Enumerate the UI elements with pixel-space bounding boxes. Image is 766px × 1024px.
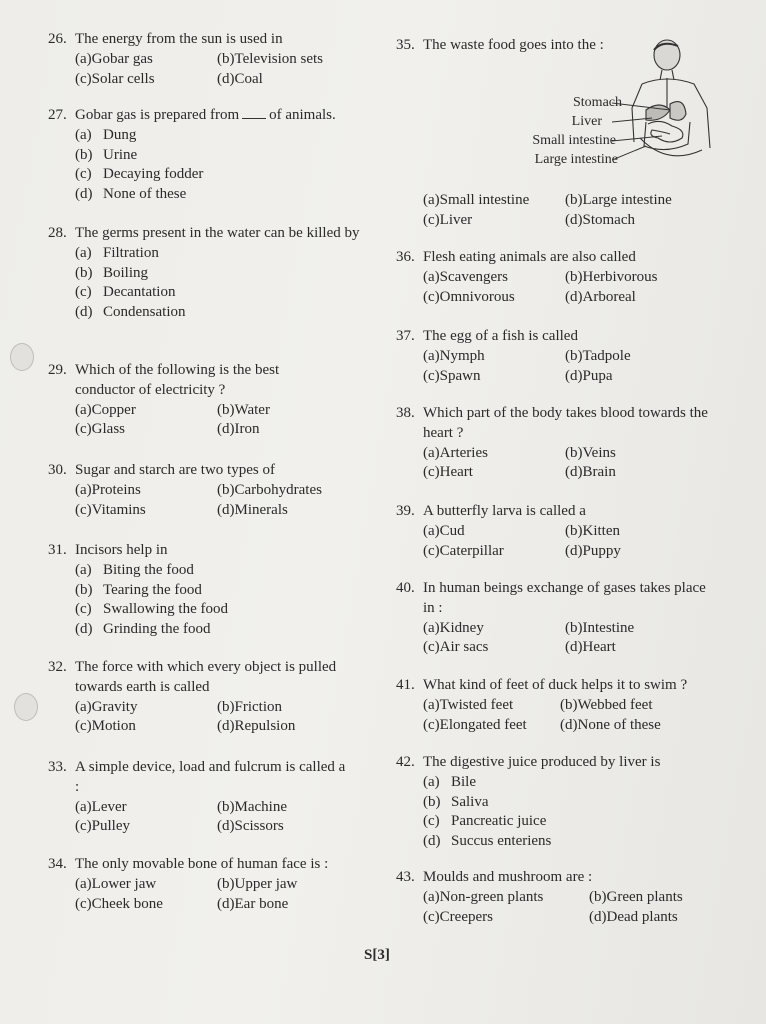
option-label: (c)	[75, 718, 92, 735]
option-label: (b)	[565, 444, 583, 461]
question-number: 33.	[48, 759, 67, 775]
question-stem: The only movable bone of human face is :	[75, 856, 329, 872]
option-label: (d)	[75, 186, 93, 203]
question-stem: Which part of the body takes blood towards the heart ?	[423, 405, 708, 441]
option-text: Filtration	[103, 244, 159, 261]
question-stem: Which of the following is the best conductor of electricity ?	[75, 362, 280, 398]
option-label: (d)	[589, 908, 607, 925]
option-label: (c)	[75, 70, 92, 87]
option-label: (a)	[423, 522, 440, 539]
option-label: (d)	[217, 70, 235, 87]
option-label: (c)	[75, 284, 92, 301]
question-number: 26.	[48, 31, 67, 47]
question-stem: A simple device, load and fulcrum is called a :	[75, 759, 346, 795]
option-label: (c)	[75, 895, 92, 912]
option-label: (c)	[423, 542, 440, 559]
option-text: Webbed feet	[577, 696, 653, 713]
question-stem: In human beings exchange of gases takes place in :	[423, 580, 706, 616]
question-38	[396, 404, 718, 483]
option-label: (c)	[423, 211, 440, 228]
option-label: (b)	[75, 581, 93, 598]
option-text: Heart	[439, 464, 473, 481]
question-29	[48, 361, 338, 440]
question-number: 27.	[48, 107, 67, 123]
question-28	[48, 224, 378, 323]
option-label: (d)	[565, 542, 583, 559]
option-label: (a)	[423, 888, 440, 905]
option-label: (d)	[217, 501, 235, 518]
option-label: (d)	[560, 716, 578, 733]
option-label: (d)	[565, 288, 583, 305]
question-stem: The digestive juice produced by liver is	[423, 754, 661, 770]
option-label: (a)	[423, 696, 440, 713]
question-stem: Sugar and starch are two types of	[75, 462, 275, 478]
option-label: (a)	[423, 268, 440, 285]
option-label: (b)	[217, 798, 235, 815]
option-text: Machine	[234, 798, 287, 815]
option-label: (a)	[423, 192, 440, 208]
option-text: Water	[234, 401, 270, 418]
option-text: Intestine	[582, 619, 635, 636]
digestive-system-diagram	[612, 38, 720, 173]
question-number: 29.	[48, 362, 67, 378]
question-number: 43.	[396, 869, 415, 885]
option-text: Boiling	[103, 264, 149, 281]
option-text: Condensation	[103, 304, 186, 321]
option-text: Cheek bone	[91, 895, 163, 912]
option-text: Lower jaw	[91, 875, 157, 892]
question-number: 32.	[48, 659, 67, 675]
option-text: Carbohydrates	[234, 481, 322, 498]
option-label: (d)	[565, 639, 583, 656]
question-number: 31.	[48, 542, 67, 558]
option-text: Cud	[439, 522, 465, 539]
option-label: (a)	[75, 50, 92, 67]
option-text: Tadpole	[582, 347, 631, 364]
option-label: (a)	[423, 347, 440, 364]
option-text: Upper jaw	[234, 875, 298, 892]
option-text: Gobar gas	[91, 50, 153, 67]
option-text: None of these	[577, 716, 661, 733]
option-text: Bile	[451, 773, 476, 790]
option-text: Lever	[91, 798, 127, 815]
option-label: (b)	[217, 50, 235, 67]
question-42	[396, 753, 716, 852]
option-text: Dead plants	[606, 908, 678, 925]
option-text: Coal	[234, 70, 263, 87]
option-label: (d)	[75, 304, 93, 321]
option-text: Tearing the food	[103, 581, 202, 598]
question-stem: Incisors help in	[75, 542, 168, 558]
option-label: (a)	[75, 244, 92, 261]
option-label: (b)	[565, 268, 583, 285]
page-number: S[3]	[364, 947, 390, 963]
option-text: Heart	[582, 639, 616, 656]
option-text: Kitten	[582, 522, 620, 539]
option-text: Brain	[582, 464, 616, 481]
option-text: Gravity	[91, 698, 138, 715]
question-40	[396, 579, 706, 658]
option-text: Grinding the food	[103, 621, 211, 638]
question-41	[396, 676, 726, 735]
option-label: (d)	[75, 621, 93, 638]
option-text: Solar cells	[91, 70, 155, 87]
question-37	[396, 327, 716, 386]
option-text: Biting the food	[103, 561, 194, 578]
question-39	[396, 502, 716, 561]
option-text: Friction	[234, 698, 282, 715]
option-label: (b)	[217, 481, 235, 498]
question-number: 35.	[396, 37, 415, 53]
question-stem: The force with which every object is pulled towards earth is called	[75, 659, 337, 695]
option-label: (c)	[423, 813, 440, 830]
question-number: 42.	[396, 754, 415, 770]
option-text: Pupa	[582, 367, 613, 384]
stem-part: of animals.	[269, 107, 336, 123]
option-text: Small intestine	[439, 192, 530, 208]
question-43	[396, 868, 726, 927]
option-label: (a)	[75, 126, 92, 143]
fill-blank	[242, 118, 266, 119]
option-text: Swallowing the food	[103, 601, 228, 618]
option-text: Television sets	[234, 50, 324, 67]
question-26	[48, 30, 378, 89]
question-stem: The germs present in the water can be killed by	[75, 225, 360, 241]
option-text: Stomach	[582, 211, 635, 228]
option-label: (b)	[423, 793, 441, 810]
option-label: (c)	[75, 166, 92, 183]
question-number: 36.	[396, 249, 415, 265]
question-stem	[75, 106, 378, 126]
option-text: Large intestine	[582, 192, 672, 208]
question-27	[48, 106, 378, 205]
option-label: (c)	[423, 288, 440, 305]
option-label: (d)	[217, 421, 235, 438]
option-label: (d)	[565, 367, 583, 384]
diagram-label-stomach: Stomach	[573, 95, 622, 110]
option-text: Dung	[103, 126, 137, 143]
option-text: Scissors	[234, 818, 284, 835]
option-label: (b)	[217, 401, 235, 418]
option-text: Herbivorous	[582, 268, 658, 285]
question-stem: Moulds and mushroom are :	[423, 869, 593, 885]
option-label: (b)	[75, 146, 93, 163]
stem-part: Gobar gas is prepared from	[75, 107, 240, 123]
question-number: 40.	[396, 580, 415, 596]
option-text: Decantation	[103, 284, 176, 301]
option-text: Arboreal	[582, 288, 636, 305]
option-text: Air sacs	[439, 639, 489, 656]
option-text: Pancreatic juice	[451, 813, 547, 830]
option-text: Nymph	[439, 347, 485, 364]
question-stem: A butterfly larva is called a	[423, 503, 586, 519]
option-text: Pulley	[91, 818, 130, 835]
option-label: (c)	[423, 367, 440, 384]
question-number: 38.	[396, 405, 415, 421]
option-label: (c)	[423, 716, 440, 733]
option-text: Succus enteriens	[451, 833, 552, 850]
option-text: Urine	[103, 146, 138, 163]
option-label: (a)	[75, 481, 92, 498]
option-label: (c)	[75, 818, 92, 835]
question-number: 37.	[396, 328, 415, 344]
punch-hole	[14, 693, 38, 721]
question-stem: The energy from the sun is used in	[75, 31, 283, 47]
option-text: Omnivorous	[439, 288, 515, 305]
option-label: (d)	[217, 818, 235, 835]
option-text: Decaying fodder	[103, 166, 204, 183]
option-label: (b)	[565, 192, 583, 208]
option-label: (a)	[75, 561, 92, 578]
option-label: (c)	[75, 601, 92, 618]
option-text: Liver	[439, 211, 473, 228]
question-36	[396, 248, 716, 307]
option-label: (b)	[217, 698, 235, 715]
option-label: (d)	[217, 895, 235, 912]
option-text: Non-green plants	[439, 888, 544, 905]
option-label: (c)	[75, 501, 92, 518]
question-stem: The waste food goes into the :	[423, 37, 604, 53]
question-number: 41.	[396, 677, 415, 693]
option-text: None of these	[103, 186, 187, 203]
question-34	[48, 855, 378, 914]
option-text: Creepers	[439, 908, 493, 925]
option-label: (a)	[423, 773, 440, 790]
option-text: Repulsion	[234, 718, 296, 735]
question-32	[48, 658, 378, 737]
option-label: (b)	[565, 619, 583, 636]
option-text: Copper	[91, 401, 136, 418]
question-30	[48, 461, 378, 520]
question-number: 34.	[48, 856, 67, 872]
question-stem: The egg of a fish is called	[423, 328, 578, 344]
option-text: Spawn	[439, 367, 481, 384]
question-35-options	[396, 191, 716, 231]
punch-hole	[10, 343, 34, 371]
diagram-label-large-intestine: Large intestine	[534, 152, 618, 167]
option-text: Iron	[234, 421, 260, 438]
option-text: Saliva	[451, 793, 489, 810]
option-text: Green plants	[606, 888, 683, 905]
option-label: (a)	[423, 619, 440, 636]
question-33	[48, 758, 348, 837]
option-label: (b)	[560, 696, 578, 713]
option-label: (b)	[565, 347, 583, 364]
option-label: (c)	[75, 421, 92, 438]
option-label: (a)	[75, 798, 92, 815]
option-text: Motion	[91, 718, 136, 735]
option-label: (d)	[565, 211, 583, 228]
option-text: Proteins	[91, 481, 141, 498]
option-label: (c)	[423, 908, 440, 925]
question-number: 28.	[48, 225, 67, 241]
diagram-label-liver: Liver	[571, 114, 602, 129]
option-label: (d)	[423, 833, 441, 850]
option-text: Veins	[582, 444, 616, 461]
question-31	[48, 541, 378, 640]
option-label: (c)	[423, 639, 440, 656]
option-label: (d)	[217, 718, 235, 735]
question-stem: What kind of feet of duck helps it to swim ?	[423, 677, 688, 693]
option-label: (d)	[565, 464, 583, 481]
question-number: 39.	[396, 503, 415, 519]
option-label: (b)	[75, 264, 93, 281]
option-text: Ear bone	[234, 895, 289, 912]
question-number: 30.	[48, 462, 67, 478]
option-text: Elongated feet	[439, 716, 527, 733]
option-label: (a)	[75, 698, 92, 715]
option-label: (a)	[423, 444, 440, 461]
option-label: (b)	[217, 875, 235, 892]
option-label: (a)	[75, 875, 92, 892]
option-label: (b)	[565, 522, 583, 539]
option-text: Minerals	[234, 501, 288, 518]
option-label: (b)	[589, 888, 607, 905]
option-label: (a)	[75, 401, 92, 418]
option-text: Vitamins	[91, 501, 146, 518]
diagram-label-small-intestine: Small intestine	[532, 133, 616, 148]
option-text: Glass	[91, 421, 125, 438]
option-text: Kidney	[439, 619, 484, 636]
question-stem: Flesh eating animals are also called	[423, 249, 636, 265]
option-text: Arteries	[439, 444, 488, 461]
option-text: Scavengers	[439, 268, 508, 285]
option-text: Puppy	[582, 542, 621, 559]
option-text: Caterpillar	[439, 542, 504, 559]
option-label: (c)	[423, 464, 440, 481]
option-text: Twisted feet	[439, 696, 514, 713]
